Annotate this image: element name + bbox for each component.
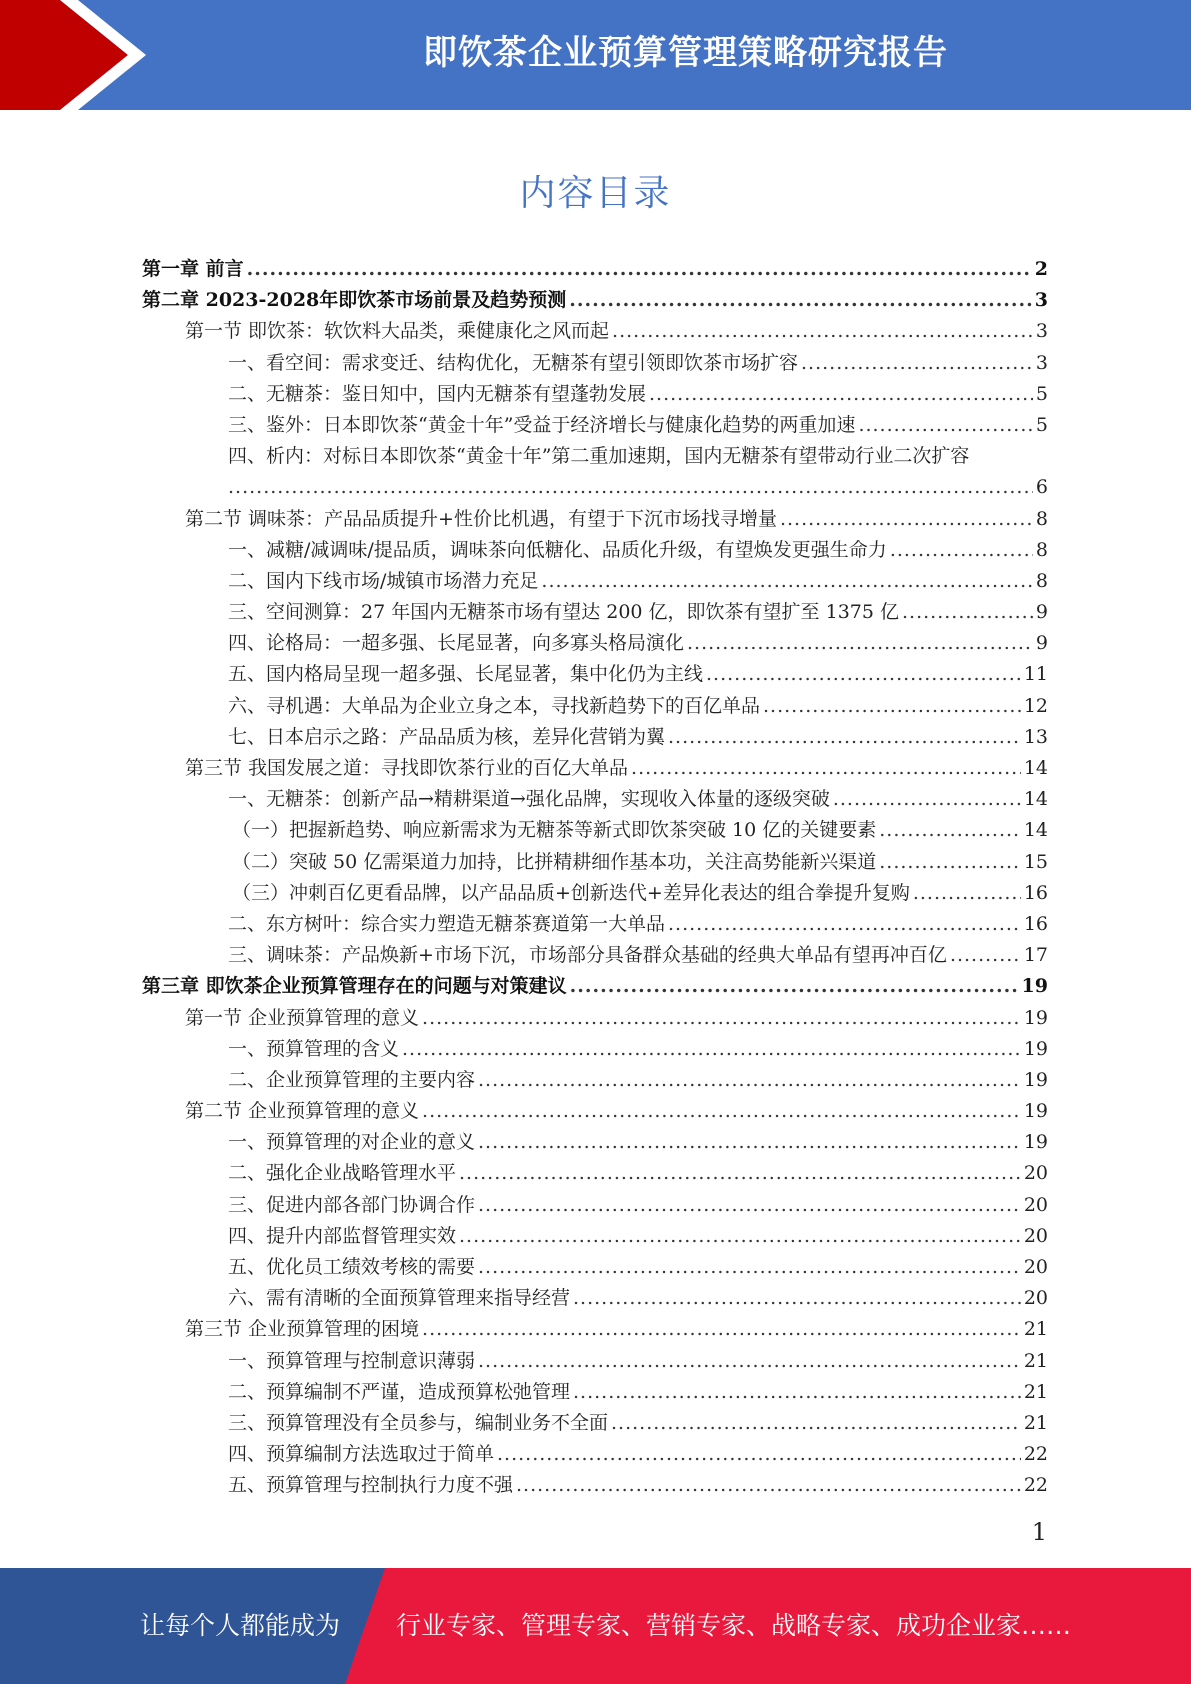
toc-entry-page: 14 bbox=[1023, 819, 1048, 842]
toc-entry-page: 15 bbox=[1023, 850, 1048, 873]
toc-entry[interactable] bbox=[142, 1408, 1048, 1439]
toc-entry-title: 一、减糖/减调味/提品质，调味茶向低糖化、品质化升级，有望焕发更强生命力 bbox=[228, 538, 887, 561]
toc-entry[interactable] bbox=[142, 1034, 1048, 1065]
toc-entry-title: 一、看空间：需求变迁、结构优化，无糖茶有望引领即饮茶市场扩容 bbox=[228, 351, 799, 374]
toc-entry-title: 五、优化员工绩效考核的需要 bbox=[228, 1256, 476, 1278]
toc-entry[interactable] bbox=[142, 316, 1048, 347]
toc-entry[interactable] bbox=[142, 1190, 1048, 1221]
toc-entry[interactable] bbox=[142, 784, 1048, 815]
toc-entry[interactable] bbox=[142, 1439, 1048, 1470]
toc-entry-title: 四、提升内部监督管理实效 bbox=[228, 1224, 457, 1247]
toc-entry-page: 8 bbox=[1035, 569, 1048, 592]
toc-dot-leader bbox=[631, 753, 1021, 784]
toc-dot-leader bbox=[763, 691, 1021, 722]
toc-entry[interactable] bbox=[142, 691, 1048, 722]
toc-entry-page: 9 bbox=[1035, 632, 1048, 655]
toc-entry-page: 20 bbox=[1023, 1193, 1048, 1216]
toc-dot-leader bbox=[833, 784, 1021, 815]
table-of-contents bbox=[142, 254, 1048, 1502]
toc-entry-page: 11 bbox=[1023, 663, 1048, 686]
toc-entry-page: 16 bbox=[1023, 881, 1048, 904]
toc-entry[interactable] bbox=[142, 878, 1048, 909]
toc-entry-title: 一、预算管理的对企业的意义 bbox=[228, 1131, 476, 1154]
toc-dot-leader bbox=[247, 254, 1032, 285]
toc-entry-title: 第一节 即饮茶：软饮料大品类，乘健康化之风而起 bbox=[185, 320, 610, 343]
toc-entry-title: 一、预算管理的含义 bbox=[228, 1037, 400, 1060]
toc-entry[interactable] bbox=[142, 753, 1048, 784]
toc-dot-leader bbox=[478, 1190, 1021, 1221]
toc-dot-leader bbox=[668, 722, 1021, 753]
toc-entry[interactable] bbox=[142, 1221, 1048, 1252]
toc-entry-page: 20 bbox=[1023, 1256, 1048, 1278]
toc-entry-page: 19 bbox=[1023, 1068, 1048, 1091]
toc-entry-page: 6 bbox=[1035, 476, 1048, 499]
toc-dot-leader bbox=[569, 285, 1032, 316]
footer-slogan-left: 让每个人都能成为 bbox=[140, 1611, 341, 1640]
toc-entry-page: 19 bbox=[1023, 1100, 1048, 1123]
toc-entry[interactable] bbox=[142, 1127, 1048, 1158]
toc-entry-page: 13 bbox=[1023, 725, 1048, 748]
toc-dot-leader bbox=[573, 1377, 1021, 1408]
toc-dot-leader bbox=[687, 628, 1033, 659]
toc-entry[interactable] bbox=[142, 1158, 1048, 1189]
toc-entry-title: 一、预算管理与控制意识薄弱 bbox=[228, 1349, 476, 1372]
toc-entry-page: 2 bbox=[1034, 258, 1048, 280]
toc-entry-title: 二、预算编制不严谨，造成预算松弛管理 bbox=[228, 1380, 571, 1403]
toc-entry[interactable] bbox=[142, 379, 1048, 410]
toc-entry[interactable] bbox=[142, 566, 1048, 597]
toc-dot-leader bbox=[570, 971, 1019, 1002]
toc-entry-title: 一、无糖茶：创新产品→精耕渠道→强化品牌，实现收入体量的逐级突破 bbox=[228, 788, 830, 811]
toc-entry[interactable] bbox=[142, 722, 1048, 753]
toc-entry-title: 七、日本启示之路：产品品质为核，差异化营销为翼 bbox=[228, 725, 666, 748]
toc-entry[interactable] bbox=[142, 254, 1048, 285]
toc-dot-leader bbox=[879, 815, 1021, 846]
toc-entry-title: 第一节 企业预算管理的意义 bbox=[185, 1006, 420, 1029]
toc-entry-page: 19 bbox=[1023, 1131, 1048, 1154]
toc-entry-title: 四、析内：对标日本即饮茶“黄金十年”第二重加速期，国内无糖茶有望带动行业二次扩容 bbox=[228, 445, 970, 468]
toc-entry-page: 17 bbox=[1023, 944, 1048, 967]
toc-entry-page: 3 bbox=[1035, 320, 1048, 343]
toc-entry-page: 21 bbox=[1023, 1318, 1048, 1341]
toc-entry[interactable] bbox=[142, 472, 1048, 503]
toc-entry-page: 5 bbox=[1035, 413, 1048, 436]
toc-entry-page: 19 bbox=[1023, 1006, 1048, 1029]
toc-dot-leader bbox=[902, 597, 1033, 628]
toc-entry[interactable] bbox=[142, 535, 1048, 566]
toc-entry[interactable] bbox=[142, 1096, 1048, 1127]
toc-entry-page: 8 bbox=[1035, 538, 1048, 561]
toc-entry-title: 三、调味茶：产品焕新+市场下沉，市场部分具备群众基础的经典大单品有望再冲百亿 bbox=[228, 944, 947, 967]
toc-entry[interactable] bbox=[142, 504, 1048, 535]
toc-entry-title: 四、论格局：一超多强、长尾显著，向多寡头格局演化 bbox=[228, 632, 685, 655]
toc-entry-page: 16 bbox=[1023, 912, 1048, 935]
toc-dot-leader bbox=[459, 1221, 1021, 1252]
toc-entry-title: 二、东方树叶：综合实力塑造无糖茶赛道第一大单品 bbox=[228, 912, 666, 935]
toc-entry-page: 21 bbox=[1023, 1349, 1048, 1372]
toc-entry-title: 三、空间测算：27 年国内无糖茶市场有望达 200 亿，即饮茶有望扩至 1375 亿 bbox=[228, 601, 899, 624]
toc-entry[interactable] bbox=[142, 971, 1048, 1002]
toc-entry-title: 二、企业预算管理的主要内容 bbox=[228, 1068, 476, 1091]
toc-entry-page: 9 bbox=[1035, 601, 1048, 624]
report-title: 即饮茶企业预算管理策略研究报告 bbox=[423, 33, 948, 73]
toc-entry[interactable] bbox=[142, 628, 1048, 659]
toc-dot-leader bbox=[879, 847, 1021, 878]
toc-entry[interactable] bbox=[142, 410, 1048, 441]
toc-heading: 内容目录 bbox=[519, 173, 672, 214]
toc-dot-leader bbox=[422, 1096, 1021, 1127]
toc-dot-leader bbox=[478, 1127, 1021, 1158]
toc-dot-leader bbox=[497, 1439, 1021, 1470]
toc-entry-title: 第一章 前言 bbox=[142, 258, 244, 280]
toc-entry-page: 8 bbox=[1035, 507, 1048, 530]
toc-entry-title: 第二节 企业预算管理的意义 bbox=[185, 1100, 420, 1123]
toc-entry[interactable] bbox=[142, 1314, 1048, 1345]
toc-entry-title: 五、预算管理与控制执行力度不强 bbox=[228, 1474, 514, 1497]
toc-entry-title: 六、寻机遇：大单品为企业立身之本，寻找新趋势下的百亿单品 bbox=[228, 694, 761, 717]
toc-entry-page: 19 bbox=[1023, 1037, 1048, 1060]
toc-entry-title: 第三章 即饮茶企业预算管理存在的问题与对策建议 bbox=[142, 975, 567, 998]
toc-entry-title: 六、需有清晰的全面预算管理来指导经营 bbox=[228, 1287, 571, 1310]
toc-entry-page: 14 bbox=[1023, 788, 1048, 811]
header-banner bbox=[0, 0, 1191, 110]
toc-entry-title: 第三节 我国发展之道：寻找即饮茶行业的百亿大单品 bbox=[185, 757, 629, 779]
toc-entry[interactable] bbox=[142, 597, 1048, 628]
toc-entry-page: 20 bbox=[1023, 1224, 1048, 1247]
toc-dot-leader bbox=[611, 1408, 1021, 1439]
toc-entry-page: 14 bbox=[1023, 757, 1048, 779]
toc-dot-leader bbox=[422, 1314, 1021, 1345]
toc-entry-title: 五、国内格局呈现一超多强、长尾显著，集中化仍为主线 bbox=[228, 663, 704, 686]
toc-dot-leader bbox=[459, 1158, 1021, 1189]
toc-dot-leader bbox=[780, 504, 1033, 535]
toc-dot-leader bbox=[478, 1065, 1021, 1096]
toc-dot-leader bbox=[228, 472, 1033, 503]
toc-dot-leader bbox=[541, 566, 1033, 597]
toc-entry[interactable] bbox=[142, 441, 1048, 472]
toc-dot-leader bbox=[516, 1470, 1021, 1501]
toc-entry[interactable] bbox=[142, 1252, 1048, 1283]
toc-entry[interactable] bbox=[142, 1470, 1048, 1501]
toc-entry-page: 19 bbox=[1021, 975, 1048, 998]
toc-entry-title: 三、促进内部各部门协调合作 bbox=[228, 1193, 476, 1216]
toc-entry-page: 5 bbox=[1035, 382, 1048, 405]
toc-dot-leader bbox=[478, 1346, 1021, 1377]
toc-entry-page: 21 bbox=[1023, 1411, 1048, 1434]
toc-dot-leader bbox=[422, 1003, 1021, 1034]
toc-entry-page: 22 bbox=[1023, 1443, 1048, 1466]
toc-dot-leader bbox=[801, 348, 1033, 379]
toc-entry[interactable] bbox=[142, 815, 1048, 846]
toc-entry[interactable] bbox=[142, 1003, 1048, 1034]
toc-dot-leader bbox=[612, 316, 1033, 347]
toc-dot-leader bbox=[478, 1252, 1021, 1283]
toc-entry-title: 第三节 企业预算管理的困境 bbox=[185, 1318, 420, 1341]
toc-entry[interactable] bbox=[142, 659, 1048, 690]
toc-entry-page: 20 bbox=[1023, 1162, 1048, 1185]
toc-entry[interactable] bbox=[142, 909, 1048, 940]
toc-dot-leader bbox=[573, 1283, 1021, 1314]
toc-entry-page: 3 bbox=[1035, 351, 1048, 374]
toc-entry-page: 20 bbox=[1023, 1287, 1048, 1310]
toc-dot-leader bbox=[913, 878, 1021, 909]
toc-entry[interactable] bbox=[142, 285, 1048, 316]
toc-dot-leader bbox=[890, 535, 1033, 566]
toc-entry[interactable] bbox=[142, 847, 1048, 878]
toc-entry-title: 二、强化企业战略管理水平 bbox=[228, 1162, 457, 1185]
toc-entry-title: 第二章 2023-2028年即饮茶市场前景及趋势预测 bbox=[142, 289, 567, 312]
toc-entry-page: 3 bbox=[1034, 289, 1048, 312]
toc-dot-leader bbox=[706, 659, 1021, 690]
toc-entry-title: 三、预算管理没有全员参与，编制业务不全面 bbox=[228, 1411, 609, 1434]
page-number: 1 bbox=[1031, 1518, 1047, 1546]
header-arrow-decoration bbox=[0, 0, 200, 110]
toc-dot-leader bbox=[858, 410, 1032, 441]
toc-entry-page: 21 bbox=[1023, 1380, 1048, 1403]
toc-entry-page: 12 bbox=[1023, 694, 1048, 717]
toc-entry-title: 三、鉴外：日本即饮茶“黄金十年”受益于经济增长与健康化趋势的两重加速 bbox=[228, 413, 856, 436]
toc-entry[interactable] bbox=[142, 348, 1048, 379]
toc-entry-title: （二）突破 50 亿需渠道力加持，比拼精耕细作基本功，关注高势能新兴渠道 bbox=[232, 850, 877, 873]
toc-entry[interactable] bbox=[142, 940, 1048, 971]
toc-dot-leader bbox=[649, 379, 1033, 410]
footer-banner bbox=[0, 1568, 1191, 1684]
toc-entry-title: （一）把握新趋势、响应新需求为无糖茶等新式即饮茶突破 10 亿的关键要素 bbox=[232, 819, 877, 842]
toc-entry[interactable] bbox=[142, 1283, 1048, 1314]
toc-entry-title: 四、预算编制方法选取过于简单 bbox=[228, 1443, 495, 1466]
toc-entry-title: 第二节 调味茶：产品品质提升+性价比机遇，有望于下沉市场找寻增量 bbox=[185, 507, 777, 530]
toc-entry[interactable] bbox=[142, 1065, 1048, 1096]
toc-entry-page: 22 bbox=[1023, 1474, 1048, 1497]
toc-entry-title: （三）冲刺百亿更看品牌，以产品品质+创新迭代+差异化表达的组合拳提升复购 bbox=[232, 881, 910, 904]
toc-dot-leader bbox=[402, 1034, 1021, 1065]
toc-dot-leader bbox=[668, 909, 1021, 940]
toc-dot-leader bbox=[950, 940, 1021, 971]
footer-slogan-right: 行业专家、管理专家、营销专家、战略专家、成功企业家…… bbox=[396, 1611, 1072, 1640]
toc-entry[interactable] bbox=[142, 1346, 1048, 1377]
toc-entry[interactable] bbox=[142, 1377, 1048, 1408]
toc-entry-title: 二、无糖茶：鉴日知中，国内无糖茶有望蓬勃发展 bbox=[228, 382, 647, 405]
toc-entry-title: 二、国内下线市场/城镇市场潜力充足 bbox=[228, 569, 539, 592]
